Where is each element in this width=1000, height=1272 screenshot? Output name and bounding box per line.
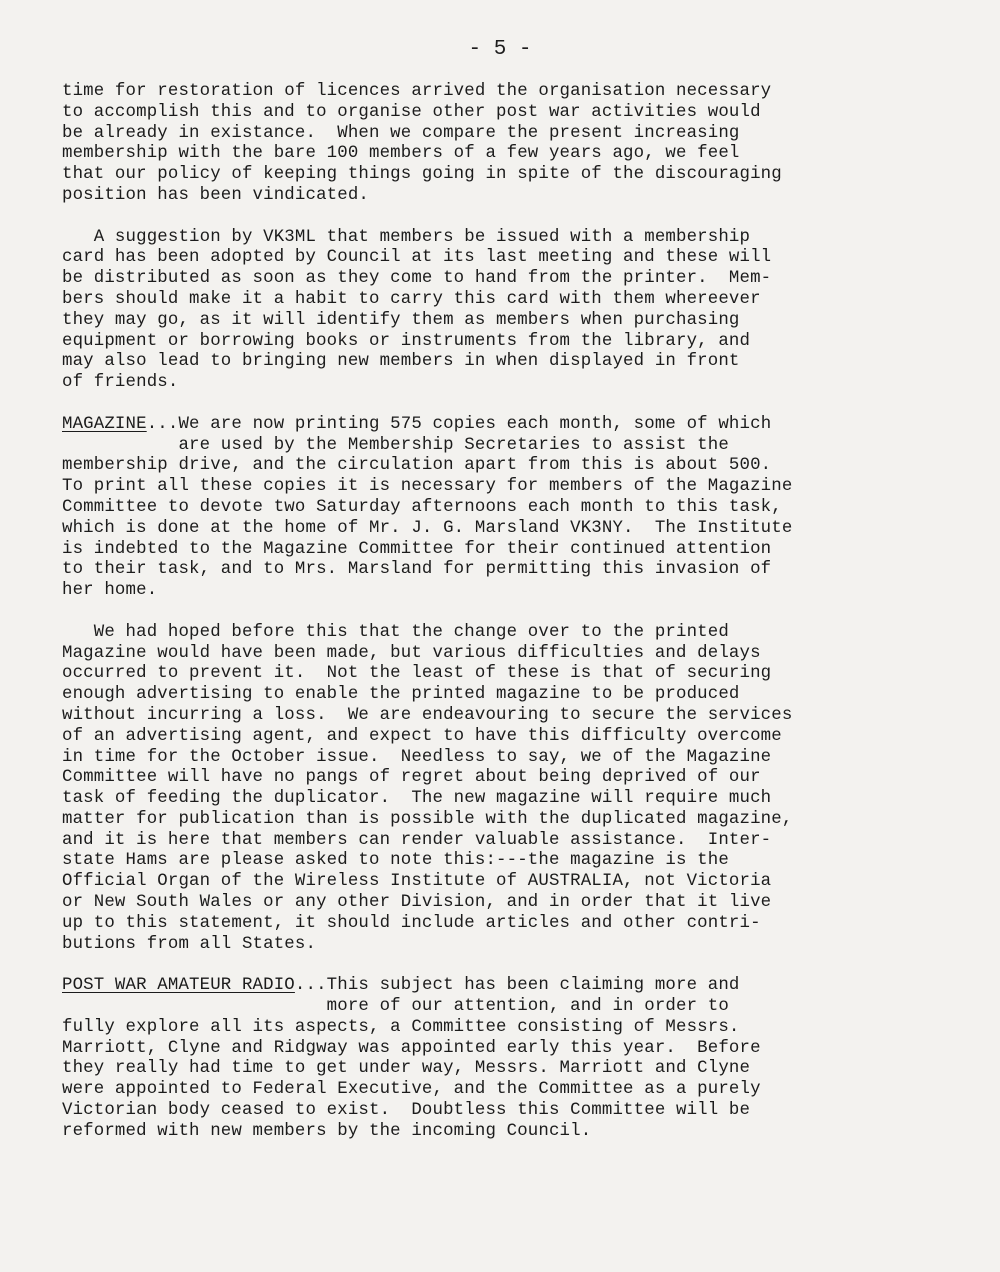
text-line: butions from all States. bbox=[62, 934, 317, 954]
text-line: time for restoration of licences arrived the organisation necessary bbox=[62, 82, 772, 101]
text-line: Official Organ of the Wireless Institute of AUSTRALIA, not Victoria bbox=[62, 872, 772, 892]
text-line: in time for the October issue. Needless to say, we of the Magazine bbox=[62, 747, 772, 767]
section-magazine bbox=[62, 415, 942, 602]
text-line: to accomplish this and to organise other post war activities would bbox=[62, 102, 761, 122]
text-line: were appointed to Federal Executive, and the Committee as a purely bbox=[62, 1080, 761, 1100]
heading-continuation: ...We are now printing 575 copies each month, some of which bbox=[146, 414, 772, 434]
text-line: Committee will have no pangs of regret about being deprived of our bbox=[62, 768, 761, 788]
text-line: card has been adopted by Council at its last meeting and these will bbox=[62, 248, 772, 268]
page-number: - 5 - bbox=[468, 38, 532, 61]
text-line: which is done at the home of Mr. J. G. Marsland VK3NY. The Institute bbox=[62, 518, 793, 538]
text-line: are used by the Membership Secretaries to assist the bbox=[62, 435, 729, 455]
text-line: without incurring a loss. We are endeavouring to secure the services bbox=[62, 705, 793, 725]
paragraph-licences bbox=[62, 82, 942, 207]
text-line: position has been vindicated. bbox=[62, 185, 369, 205]
text-line: they may go, as it will identify them as members when purchasing bbox=[62, 310, 740, 330]
text-line: matter for publication than is possible with the duplicated magazine, bbox=[62, 809, 793, 829]
text-line: membership with the bare 100 members of a few years ago, we feel bbox=[62, 144, 740, 164]
text-line: and it is here that members can render valuable assistance. Inter- bbox=[62, 830, 772, 850]
text-line: Committee to devote two Saturday afternoons each month to this task, bbox=[62, 497, 782, 517]
heading-continuation: ...This subject has been claiming more and bbox=[294, 976, 740, 996]
text-line: that our policy of keeping things going in spite of the discouraging bbox=[62, 165, 782, 185]
text-line: her home. bbox=[62, 581, 158, 601]
paragraph-membership-card bbox=[62, 228, 942, 394]
text-line: enough advertising to enable the printed magazine to be produced bbox=[62, 685, 740, 705]
text-line: to their task, and to Mrs. Marsland for permitting this invasion of bbox=[62, 560, 772, 580]
text-line: membership drive, and the circulation apart from this is about 500. bbox=[62, 456, 772, 476]
text-line: bers should make it a habit to carry this card with them whereever bbox=[62, 289, 761, 309]
paragraph-printed-magazine bbox=[62, 623, 942, 956]
text-line: Victorian body ceased to exist. Doubtless this Committee will be bbox=[62, 1101, 751, 1121]
text-line: Marriott, Clyne and Ridgway was appointed early this year. Before bbox=[62, 1038, 761, 1058]
text-line: be already in existance. When we compare the present increasing bbox=[62, 123, 740, 143]
section-heading-line bbox=[62, 976, 942, 997]
text-line: more of our attention, and in order to bbox=[62, 997, 729, 1017]
text-line: reformed with new members by the incoming Council. bbox=[62, 1121, 592, 1141]
text-line: A suggestion by VK3ML that members be issued with a membership bbox=[62, 227, 751, 247]
text-line: task of feeding the duplicator. The new magazine will require much bbox=[62, 789, 772, 809]
section-post-war-amateur-radio bbox=[62, 976, 942, 1142]
text-line: or New South Wales or any other Division, and in order that it live bbox=[62, 893, 772, 913]
text-line: To print all these copies it is necessary for members of the Magazine bbox=[62, 477, 793, 497]
text-line: be distributed as soon as they come to hand from the printer. Mem- bbox=[62, 269, 772, 289]
text-line: of an advertising agent, and expect to have this difficulty overcome bbox=[62, 726, 782, 746]
text-line: occurred to prevent it. Not the least of these is that of securing bbox=[62, 664, 772, 684]
text-line: they really had time to get under way, Messrs. Marriott and Clyne bbox=[62, 1059, 751, 1079]
document-body bbox=[62, 82, 942, 1163]
text-line: We had hoped before this that the change over to the printed bbox=[62, 622, 729, 642]
section-heading-line bbox=[62, 415, 942, 436]
text-line: state Hams are please asked to note this:---the magazine is the bbox=[62, 851, 729, 871]
text-line: equipment or borrowing books or instruments from the library, and bbox=[62, 331, 751, 351]
text-line: is indebted to the Magazine Committee for their continued attention bbox=[62, 539, 772, 559]
section-heading-post-war-amateur-radio: POST WAR AMATEUR RADIO bbox=[62, 976, 295, 996]
text-line: of friends. bbox=[62, 373, 179, 393]
text-line: up to this statement, it should include articles and other contri- bbox=[62, 913, 761, 933]
text-line: Magazine would have been made, but various difficulties and delays bbox=[62, 643, 761, 663]
section-heading-magazine: MAGAZINE bbox=[62, 414, 147, 434]
text-line: fully explore all its aspects, a Committee consisting of Messrs. bbox=[62, 1017, 740, 1037]
text-line: may also lead to bringing new members in when displayed in front bbox=[62, 352, 740, 372]
